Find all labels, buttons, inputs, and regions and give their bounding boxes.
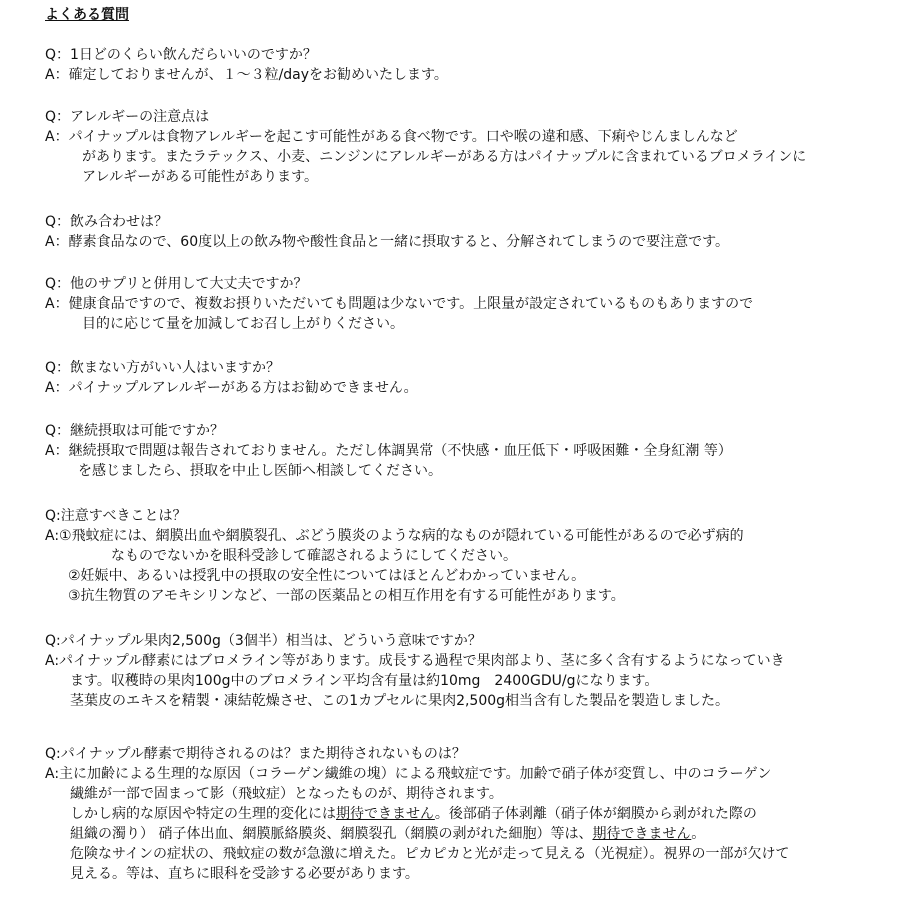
answer-line: 危険なサインの症状の、飛蚊症の数が急激に増えた。ピカピカと光が走って見える（光視症）。視界の一部が欠けて: [70, 846, 790, 862]
answer-line: 繊維が一部で固まって影（飛蚊症）となったものが、期待されます。: [70, 786, 503, 802]
faq-item: [45, 274, 885, 334]
answer-line: 茎葉皮のエキスを精製・凍結乾燥させ、この1カプセルに果肉2,500g相当含有した製品を製造しました。: [70, 693, 730, 709]
faq-item: [45, 358, 885, 398]
answer-line: を感じましたら、摂取を中止し医師へ相談してください。: [78, 463, 442, 479]
answer-line: A:パイナップル酵素にはブロメライン等があります。成長する過程で果肉部より、茎に多く含有するようになっていき: [45, 653, 785, 669]
answer-line: A:①飛蚊症には、網膜出血や網膜裂孔、ぶどう膜炎のような病的なものが隠れている可能性があるので必ず病的: [45, 528, 744, 544]
question: Q:注意すべきことは？: [45, 508, 187, 524]
answer-text: 。後部硝子体剥離（硝子体が網膜から剥がれた際の: [434, 806, 757, 822]
answer-line: 見える。等は、直ちに眼科を受診する必要があります。: [70, 866, 419, 882]
answer-text: 。: [691, 826, 706, 842]
answer-line: A：健康食品ですので、複数お摂りいただいても問題は少ないです。上限量が設定されているものもありますので: [45, 296, 754, 312]
answer-text: しかし病的な原因や特定の生理的変化には: [70, 806, 336, 822]
answer-line: A：パイナップルアレルギーがある方はお勧めできません。: [45, 380, 418, 396]
faq-item: [45, 506, 885, 606]
answer-line: A:主に加齢による生理的な原因（コラーゲン繊維の塊）による飛蚊症です。加齢で硝子体が変質し、中のコラーゲン: [45, 766, 772, 782]
answer-line: A：酵素食品なので、60度以上の飲み物や酸性食品と一緒に摂取すると、分解されてしまうので要注意です。: [45, 234, 729, 250]
answer-line: A：確定しておりませんが、１～３粒/dayをお勧めいたします。: [45, 67, 448, 83]
answer-line: があります。またラテックス、小麦、ニンジンにアレルギーがある方はパイナップルに含まれているブロメラインに: [82, 149, 807, 165]
answer-line: ③抗生物質のアモキシリンなど、一部の医薬品との相互作用を有する可能性があります。: [68, 588, 625, 604]
answer-line: アレルギーがある可能性があります。: [82, 169, 318, 185]
question: Q：他のサプリと併用して大丈夫ですか？: [45, 276, 308, 292]
faq-item: [45, 212, 885, 252]
answer-text: 組織の濁り） 硝子体出血、網膜脈絡膜炎、網膜裂孔（網膜の剥がれた細胞）等は、: [70, 826, 593, 842]
question: Q：継続摂取は可能ですか？: [45, 423, 225, 439]
answer-line: ②妊娠中、あるいは授乳中の摂取の安全性についてはほとんどわかっていません。: [68, 568, 586, 584]
faq-item: [45, 421, 885, 481]
question: Q：アレルギーの注意点は: [45, 109, 210, 125]
answer-line: A：パイナップルは食物アレルギーを起こす可能性がある食べ物です。口や喉の違和感、下痢やじんましんなど: [45, 129, 738, 145]
underlined-text: 期待できません: [592, 826, 692, 842]
answer-line: 目的に応じて量を加減してお召し上がりください。: [82, 316, 404, 332]
answer-line: [45, 804, 885, 824]
faq-item: [45, 744, 885, 884]
question: Q：飲まない方がいい人はいますか？: [45, 360, 281, 376]
question: Q：飲み合わせは？: [45, 214, 169, 230]
faq-item: [45, 45, 885, 85]
question: Q:パイナップル果肉2,500g（3個半）相当は、どういう意味ですか？: [45, 633, 482, 649]
faq-item: [45, 631, 885, 711]
answer-line: A：継続摂取で問題は報告されておりません。ただし体調異常（不快感・血圧低下・呼吸困難・全身紅潮 等）: [45, 443, 732, 459]
underlined-text: 期待できません: [336, 806, 435, 822]
answer-line: なものでないかを眼科受診して確認されるようにしてください。: [111, 548, 517, 564]
question: Q：1日どのくらい飲んだらいいのですか？: [45, 47, 317, 63]
page-title: よくある質問: [45, 7, 129, 23]
faq-item: [45, 107, 885, 187]
answer-line: ます。収穫時の果肉100g中のブロメライン平均含有量は約10mg 2400GDU/gになります。: [70, 673, 659, 689]
answer-line: [45, 824, 885, 844]
question: Q:パイナップル酵素で期待されるのは？また期待されないものは？: [45, 746, 466, 762]
